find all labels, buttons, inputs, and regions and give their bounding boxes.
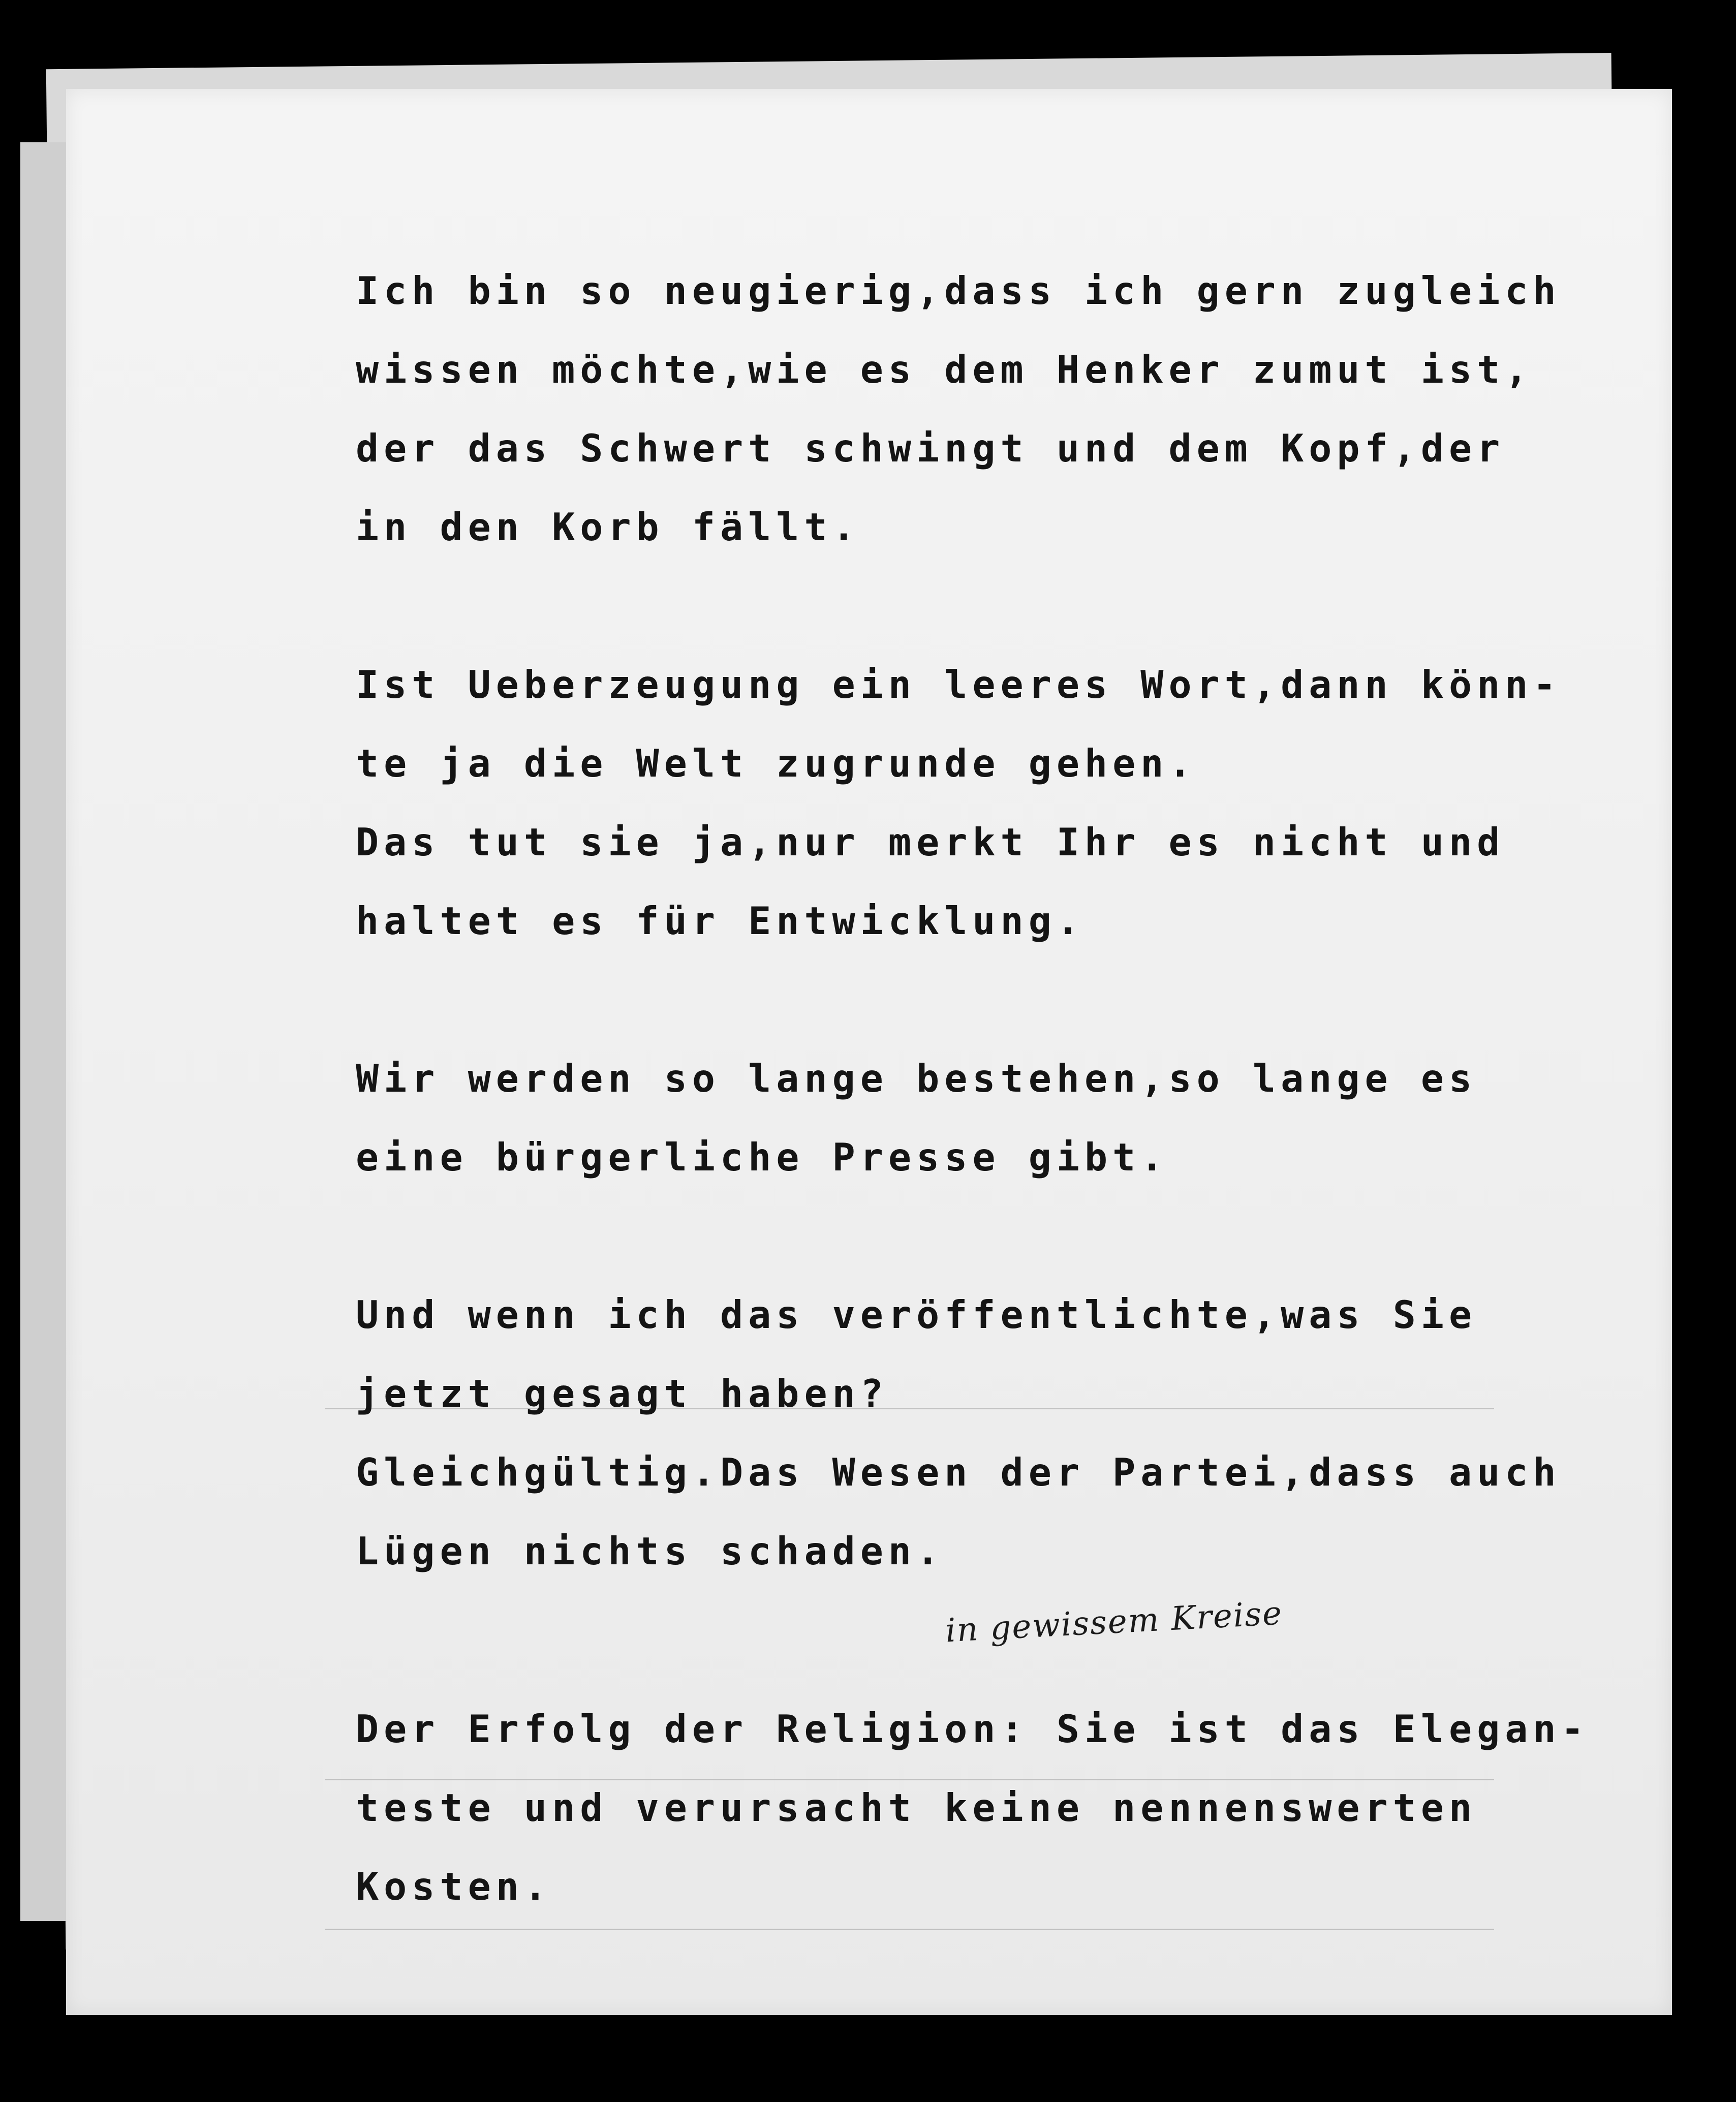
- text-line: wissen möchte,wie es dem Henker zumut ist,: [356, 347, 1533, 392]
- text-line: Gleichgültig.Das Wesen der Partei,dass auch: [356, 1450, 1561, 1495]
- document-body: [356, 252, 1589, 1926]
- handwritten-annotation: in gewissem Kreise: [944, 1594, 1284, 1650]
- text-line: Der Erfolg der Religion: Sie ist das Elegan-: [356, 1707, 1589, 1751]
- paragraph: [356, 1690, 1589, 1926]
- text-line: teste und verursacht keine nennenswerten: [356, 1785, 1477, 1830]
- text-line: Ich bin so neugierig,dass ich gern zugleich: [356, 268, 1561, 313]
- text-line: Ist Ueberzeugung ein leeres Wort,dann könn-: [356, 662, 1561, 707]
- text-line: der das Schwert schwingt und dem Kopf,der: [356, 426, 1505, 471]
- text-line: eine bürgerliche Presse gibt.: [356, 1135, 1169, 1180]
- faint-rule: [325, 1929, 1494, 1930]
- text-line: haltet es für Entwicklung.: [356, 899, 1084, 943]
- text-line: Kosten.: [356, 1864, 552, 1909]
- paragraph: [356, 252, 1561, 567]
- text-line: Lügen nichts schaden.: [356, 1529, 945, 1573]
- text-line: Das tut sie ja,nur merkt Ihr es nicht und: [356, 820, 1505, 864]
- text-line: in den Korb fällt.: [356, 505, 860, 549]
- text-line: Wir werden so lange bestehen,so lange es: [356, 1056, 1477, 1101]
- text-line: te ja die Welt zugrunde gehen.: [356, 741, 1197, 786]
- text-line: Und wenn ich das veröffentlichte,was Sie: [356, 1292, 1477, 1337]
- paragraph: [356, 1276, 1561, 1591]
- text-line: jetzt gesagt haben?: [356, 1371, 888, 1416]
- paragraph: [356, 1039, 1525, 1197]
- paragraph: [356, 645, 1561, 961]
